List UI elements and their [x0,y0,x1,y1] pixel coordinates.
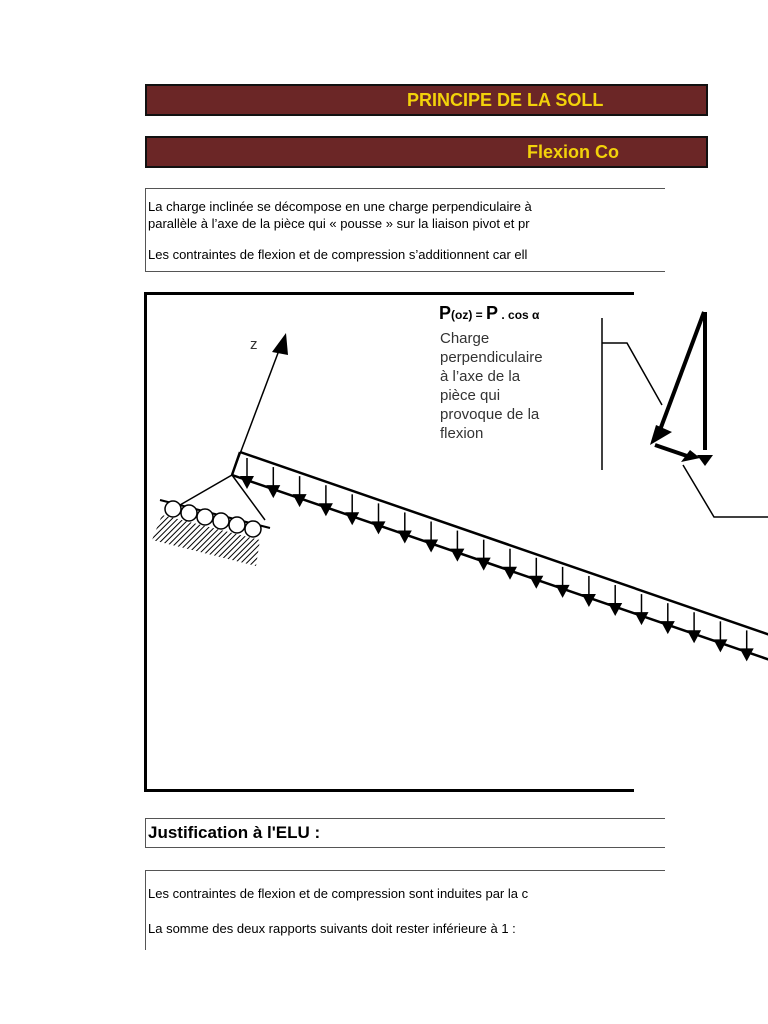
beam-diagram [144,292,768,792]
caption-line: Charge [440,330,490,347]
force-arrowhead [697,455,713,466]
caption-line: provoque de la [440,406,540,423]
page-title: PRINCIPE DE LA SOLL [407,90,604,110]
flexion-caption [440,330,543,442]
z-axis-arrowhead [272,333,288,355]
intro-textbox [145,188,665,272]
force-leader [683,465,768,517]
force-arrowhead [650,425,672,445]
page-subtitle: Flexion Co [527,142,620,162]
z-axis-label: z [250,336,258,353]
caption-leader [602,343,662,405]
intro-line-2: parallèle à l’axe de la pièce qui « pousse » sur la liaison pivot et pr [148,216,530,231]
intro-line-3: Les contraintes de flexion et de compression s’additionnent car ell [148,247,528,262]
caption-line: pièce qui [440,387,501,404]
caption-line: flexion [440,425,484,442]
justification-title: Justification à l'ELU : [148,823,321,842]
caption-line: perpendiculaire [440,349,543,366]
formula-p-oz: P(oz) = P . cos α [439,303,540,323]
justification-box [145,818,665,848]
elu-line-2: La somme des deux rapports suivants doit rester inférieure à 1 : [148,921,516,936]
beam [232,452,768,660]
elu-textbox [145,870,665,950]
title-banner [145,84,708,116]
elu-line-1: Les contraintes de flexion et de compression sont induites par la c [148,886,529,901]
subtitle-banner [145,136,708,168]
caption-line: à l’axe de la [440,368,521,385]
intro-line-1: La charge inclinée se décompose en une charge perpendiculaire à [148,199,532,214]
distributed-load [240,458,754,661]
